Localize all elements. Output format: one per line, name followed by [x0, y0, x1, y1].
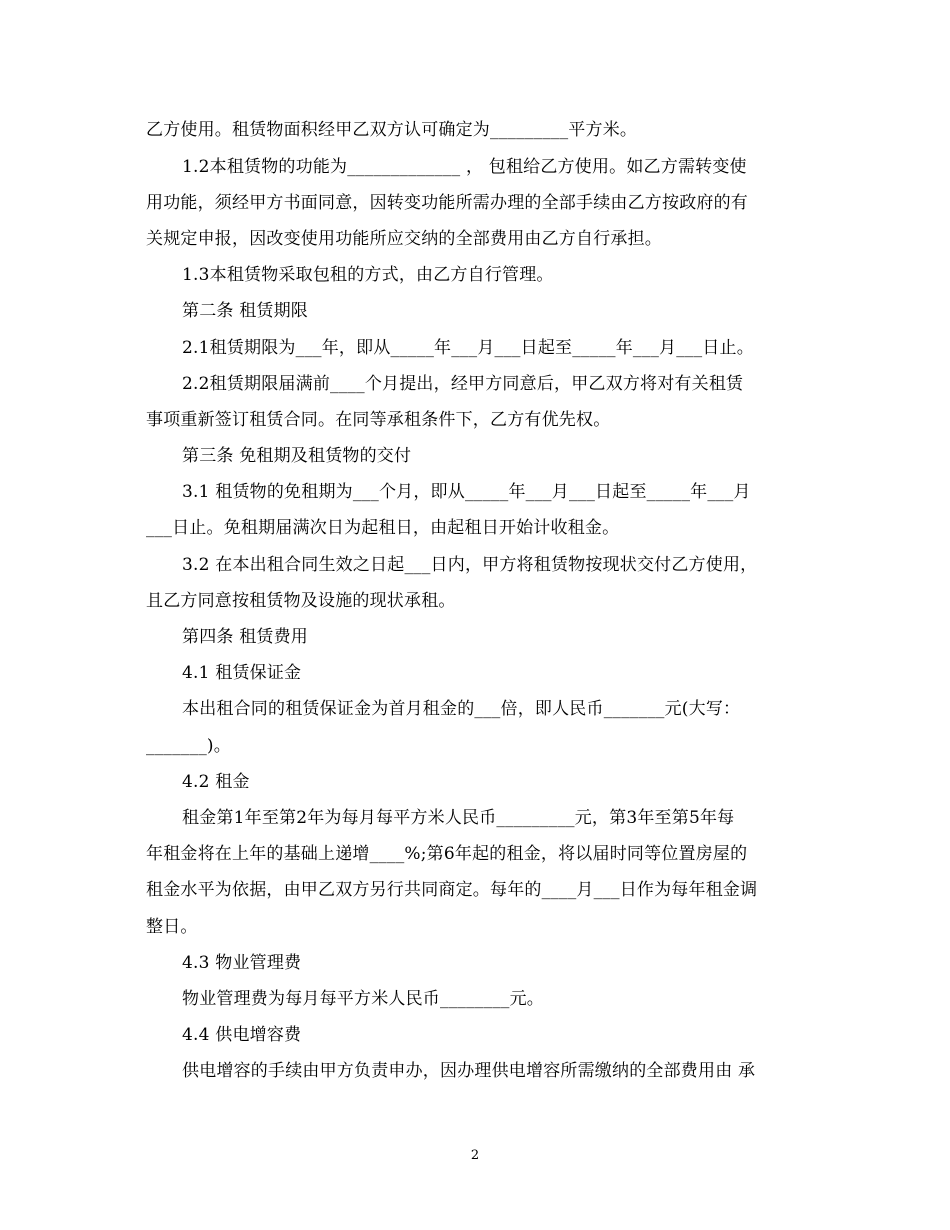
section-heading: 第二条 租赁期限: [182, 301, 309, 321]
paragraph-line: 事项重新签订租赁合同。在同等承租条件下，乙方有优先权。: [146, 410, 611, 430]
paragraph-line: ___日止。免租期届满次日为起租日，由起租日开始计收租金。: [146, 518, 620, 538]
paragraph-line: 3.1 租赁物的免租期为___个月，即从_____年___月___日起至_____年___月: [182, 482, 751, 502]
paragraph-line: 年租金将在上年的基础上递增____%;第6年起的租金，将以届时同等位置房屋的: [146, 844, 748, 864]
subsection-heading: 4.2 租金: [182, 772, 250, 792]
paragraph-line: 用功能，须经甲方书面同意，因转变功能所需办理的全部手续由乙方按政府的有: [146, 193, 748, 213]
paragraph-line: 租金第1年至第2年为每月每平方米人民币_________元，第3年至第5年每: [182, 808, 735, 828]
paragraph-line: 本出租合同的租赁保证金为首月租金的___倍，即人民币_______元(大写：: [182, 699, 741, 719]
paragraph-line: 整日。: [146, 917, 198, 937]
paragraph-line: _______)。: [146, 736, 231, 756]
paragraph-line: 1.2本租赁物的功能为_____________ ， 包租给乙方使用。如乙方需转变使: [182, 157, 747, 177]
paragraph-line: 租金水平为依据，由甲乙双方另行共同商定。每年的____月___日作为每年租金调: [146, 880, 758, 900]
paragraph-line: 供电增容的手续由甲方负责申办，因办理供电增容所需缴纳的全部费用由 承: [182, 1061, 756, 1081]
paragraph-line: 乙方使用。租赁物面积经甲乙双方认可确定为_________平方米。: [146, 120, 638, 140]
section-heading: 第四条 租赁费用: [182, 627, 309, 647]
paragraph-line: 且乙方同意按租赁物及设施的现状承租。: [146, 591, 456, 611]
paragraph-line: 1.3本租赁物采取包租的方式，由乙方自行管理。: [182, 265, 554, 285]
subsection-heading: 4.1 租赁保证金: [182, 663, 302, 683]
subsection-heading: 4.3 物业管理费: [182, 953, 302, 973]
paragraph-line: 物业管理费为每月每平方米人民币________元。: [182, 989, 544, 1009]
paragraph-line: 2.2租赁期限届满前____个月提出，经甲方同意后，甲乙双方将对有关租赁: [182, 374, 744, 394]
section-heading: 第三条 免租期及租赁物的交付: [182, 446, 412, 466]
paragraph-line: 2.1租赁期限为___年，即从_____年___月___日起至_____年___月___日止。: [182, 338, 754, 358]
paragraph-line: 关规定申报，因改变使用功能所应交纳的全部费用由乙方自行承担。: [146, 229, 662, 249]
subsection-heading: 4.4 供电增容费: [182, 1025, 302, 1045]
page-number: 2: [470, 1148, 480, 1163]
paragraph-line: 3.2 在本出租合同生效之日起___日内，甲方将租赁物按现状交付乙方使用，: [182, 555, 758, 575]
